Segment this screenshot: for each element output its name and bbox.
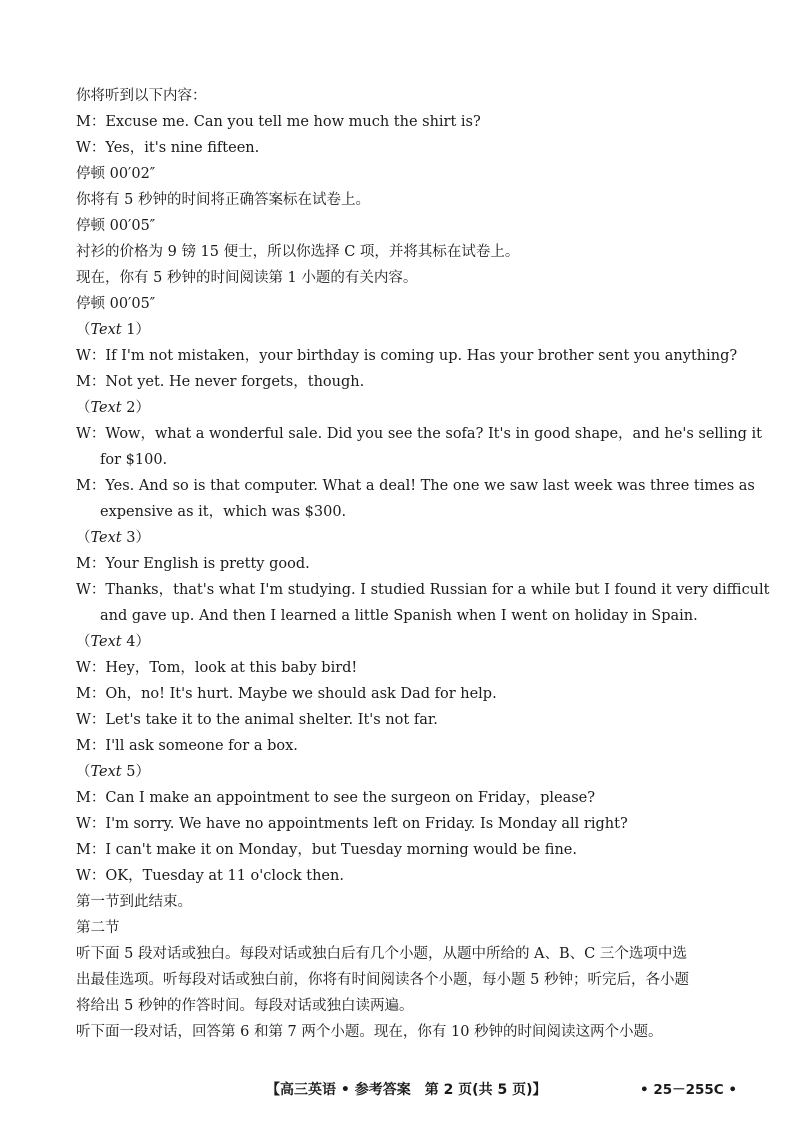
instruction-line: 出最佳选项。听每段对话或独白前，你将有时间阅读各个小题，每小题 5 秒钟；听完后，各小题 [76, 972, 689, 988]
pause-line: 停顿 00′02″ [76, 166, 156, 182]
dialogue-line: W：Hey，Tom，look at this baby bird! [76, 660, 358, 676]
instruction-line: 你将有 5 秒钟的时间将正确答案标在试卷上。 [76, 192, 370, 208]
pause-line: 停顿 00′05″ [76, 218, 156, 234]
dialogue-line-continued: and gave up. And then I learned a little Spanish when I went on holiday in Spain. [100, 608, 698, 624]
section-heading: 第二节 [76, 920, 120, 936]
dialogue-line: M：Excuse me. Can you tell me how much the shirt is? [76, 114, 481, 130]
instruction-line: 衬衫的价格为 9 镑 15 便士，所以你选择 C 项，并将其标在试卷上。 [76, 244, 520, 260]
instruction-line: 现在，你有 5 秒钟的时间阅读第 1 小题的有关内容。 [76, 270, 418, 286]
text-heading: （Text 3） [76, 530, 150, 546]
text-heading: （Text 4） [76, 634, 150, 650]
text-heading: （Text 5） [76, 764, 150, 780]
dialogue-line: M：Not yet. He never forgets，though. [76, 374, 365, 390]
dialogue-line: W：OK，Tuesday at 11 o'clock then. [76, 868, 344, 884]
text-heading: （Text 1） [76, 322, 150, 338]
instruction-line: 将给出 5 秒钟的作答时间。每段对话或独白读两遍。 [76, 998, 414, 1014]
dialogue-line-continued: expensive as it，which was $300. [100, 504, 347, 520]
intro-line: 你将听到以下内容： [76, 88, 207, 104]
dialogue-line: W：Yes，it's nine fifteen. [76, 140, 260, 156]
dialogue-line: M：I'll ask someone for a box. [76, 738, 298, 754]
instruction-line: 听下面 5 段对话或独白。每段对话或独白后有几个小题，从题中所给的 A、B、C 三个选项中选 [76, 946, 687, 962]
dialogue-line: M：Your English is pretty good. [76, 556, 310, 572]
dialogue-line: W：Let's take it to the animal shelter. It's not far. [76, 712, 438, 728]
dialogue-line: W：Wow，what a wonderful sale. Did you see the sofa? It's in good shape，and he's selling it [76, 426, 763, 442]
dialogue-line: M：Yes. And so is that computer. What a deal! The one we saw last week was three times as [76, 478, 755, 494]
text-heading: （Text 2） [76, 400, 150, 416]
dialogue-line: M：I can't make it on Monday，but Tuesday morning would be fine. [76, 842, 577, 858]
section-end-line: 第一节到此结束。 [76, 894, 192, 910]
dialogue-line-continued: for $100. [100, 452, 168, 468]
dialogue-line: W：Thanks，that's what I'm studying. I studied Russian for a while but I found it very difficult [76, 582, 770, 598]
pause-line: 停顿 00′05″ [76, 296, 156, 312]
instruction-line: 听下面一段对话，回答第 6 和第 7 两个小题。现在，你有 10 秒钟的时间阅读这两个小题。 [76, 1024, 663, 1040]
footer-page-info: 【高三英语 • 参考答案 第 2 页(共 5 页)】 [266, 1082, 547, 1098]
dialogue-line: M：Oh，no! It's hurt. Maybe we should ask Dad for help. [76, 686, 497, 702]
dialogue-line: W：I'm sorry. We have no appointments left on Friday. Is Monday all right? [76, 816, 628, 832]
dialogue-line: W：If I'm not mistaken，your birthday is coming up. Has your brother sent you anything? [76, 348, 738, 364]
dialogue-line: M：Can I make an appointment to see the surgeon on Friday，please? [76, 790, 596, 806]
page-footer [0, 1080, 800, 1100]
footer-doc-code: • 25－255C • [640, 1082, 738, 1098]
